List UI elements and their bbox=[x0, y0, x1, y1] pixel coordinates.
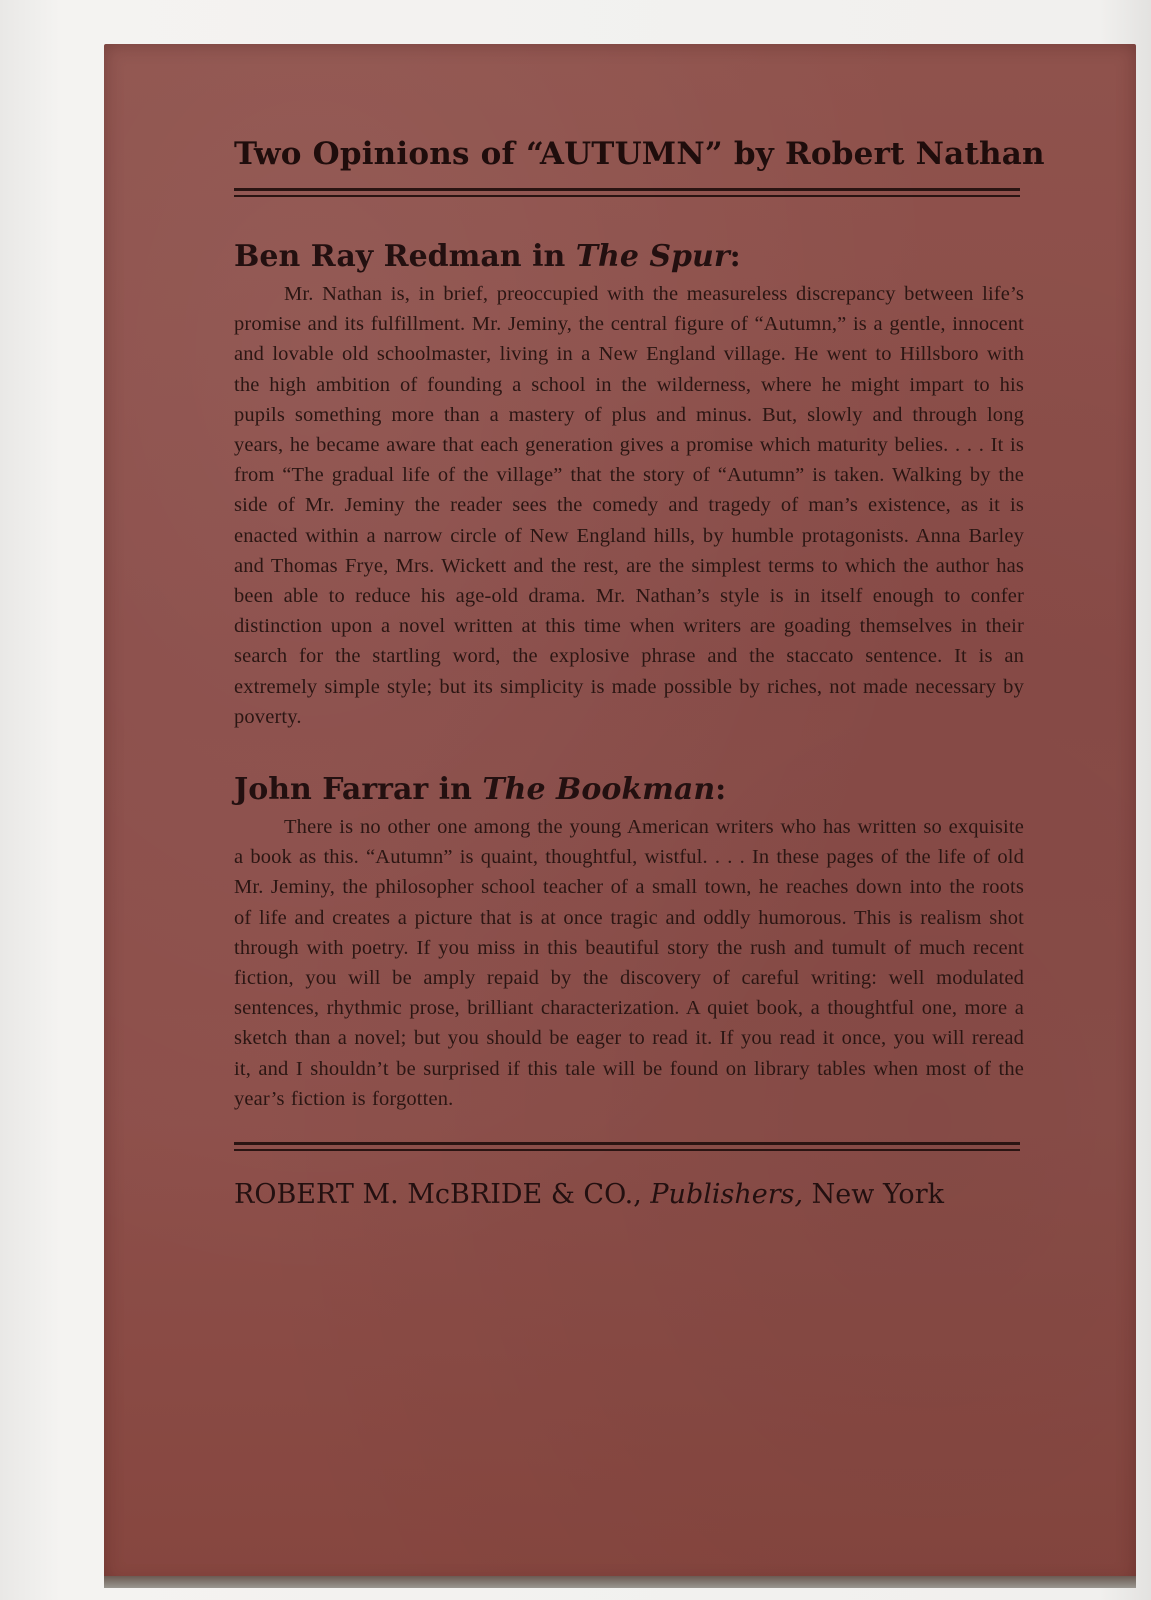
top-double-rule bbox=[234, 188, 1020, 197]
publication-name: The Bookman bbox=[482, 772, 716, 808]
review-farrar bbox=[234, 768, 1024, 1114]
review-redman bbox=[234, 235, 1024, 732]
review-redman-text: Mr. Nathan is, in brief, preoccupied with the measureless discrepancy between life’s promise and its fulfillment. Mr. Jeminy, the central figure of “Autumn,” is a gentle, innocent and lovable old schoolmaster, living in a New England village. He went to Hillsboro with the high ambition of founding a school in the wilderness, where he might impart to his pupils something more than a mastery of plus and minus. But, slowly and through long years, he became aware that each generation gives a promise which maturity belies. . . . It is from “The gradual life of the village” that the story of “Autumn” is taken. Walking by the side of Mr. Jeminy the reader sees the comedy and tragedy of man’s existence, as it is enacted within a narrow circle of New England hills, by humble protagonists. Anna Barley and Thomas Frye, Mrs. Wickett and the rest, are the simplest terms to which the author has been able to reduce his age-old drama. Mr. Nathan’s style is in itself enough to confer distinction upon a novel written at this time when writers are goading themselves in their search for the startling word, the explosive phrase and the staccato sentence. It is an extremely simple style; but its simplicity is made possible by riches, not made necessary by poverty. bbox=[234, 283, 1024, 728]
review-farrar-text: There is no other one among the young American writers who has written so exquisite a book as this. “Autumn” is quaint, thoughtful, wistful. . . . In these pages of the life of old Mr. Jeminy, the philosopher school teacher of a small town, he reaches down into the roots of life and creates a picture that is at once tragic and oddly humorous. This is realism shot through with poetry. If you miss in this beautiful story the rush and tumult of much recent fiction, you will be amply repaid by the discovery of careful writing: well modulated sentences, rhythmic prose, brilliant characterization. A quiet book, a thoughtful one, more a sketch than a novel; but you should be eager to read it. If you read it once, you will reread it, and I shouldn’t be surprised if this tale will be found on library tables when most of the year’s fiction is forgotten. bbox=[234, 816, 1024, 1110]
cover-bottom-edge bbox=[104, 1576, 1136, 1588]
publication-name: The Spur bbox=[575, 239, 730, 274]
cover-heading: Two Opinions of “AUTUMN” by Robert Nathan bbox=[234, 136, 1045, 172]
publisher-imprint: ROBERT M. McBRIDE & CO., Publishers, New York bbox=[234, 1179, 944, 1211]
cover-text bbox=[234, 128, 1045, 1215]
bottom-double-rule bbox=[234, 1142, 1020, 1151]
review-farrar-title: John Farrar in The Bookman: bbox=[234, 772, 727, 808]
review-redman-title: Ben Ray Redman in The Spur: bbox=[234, 239, 741, 274]
